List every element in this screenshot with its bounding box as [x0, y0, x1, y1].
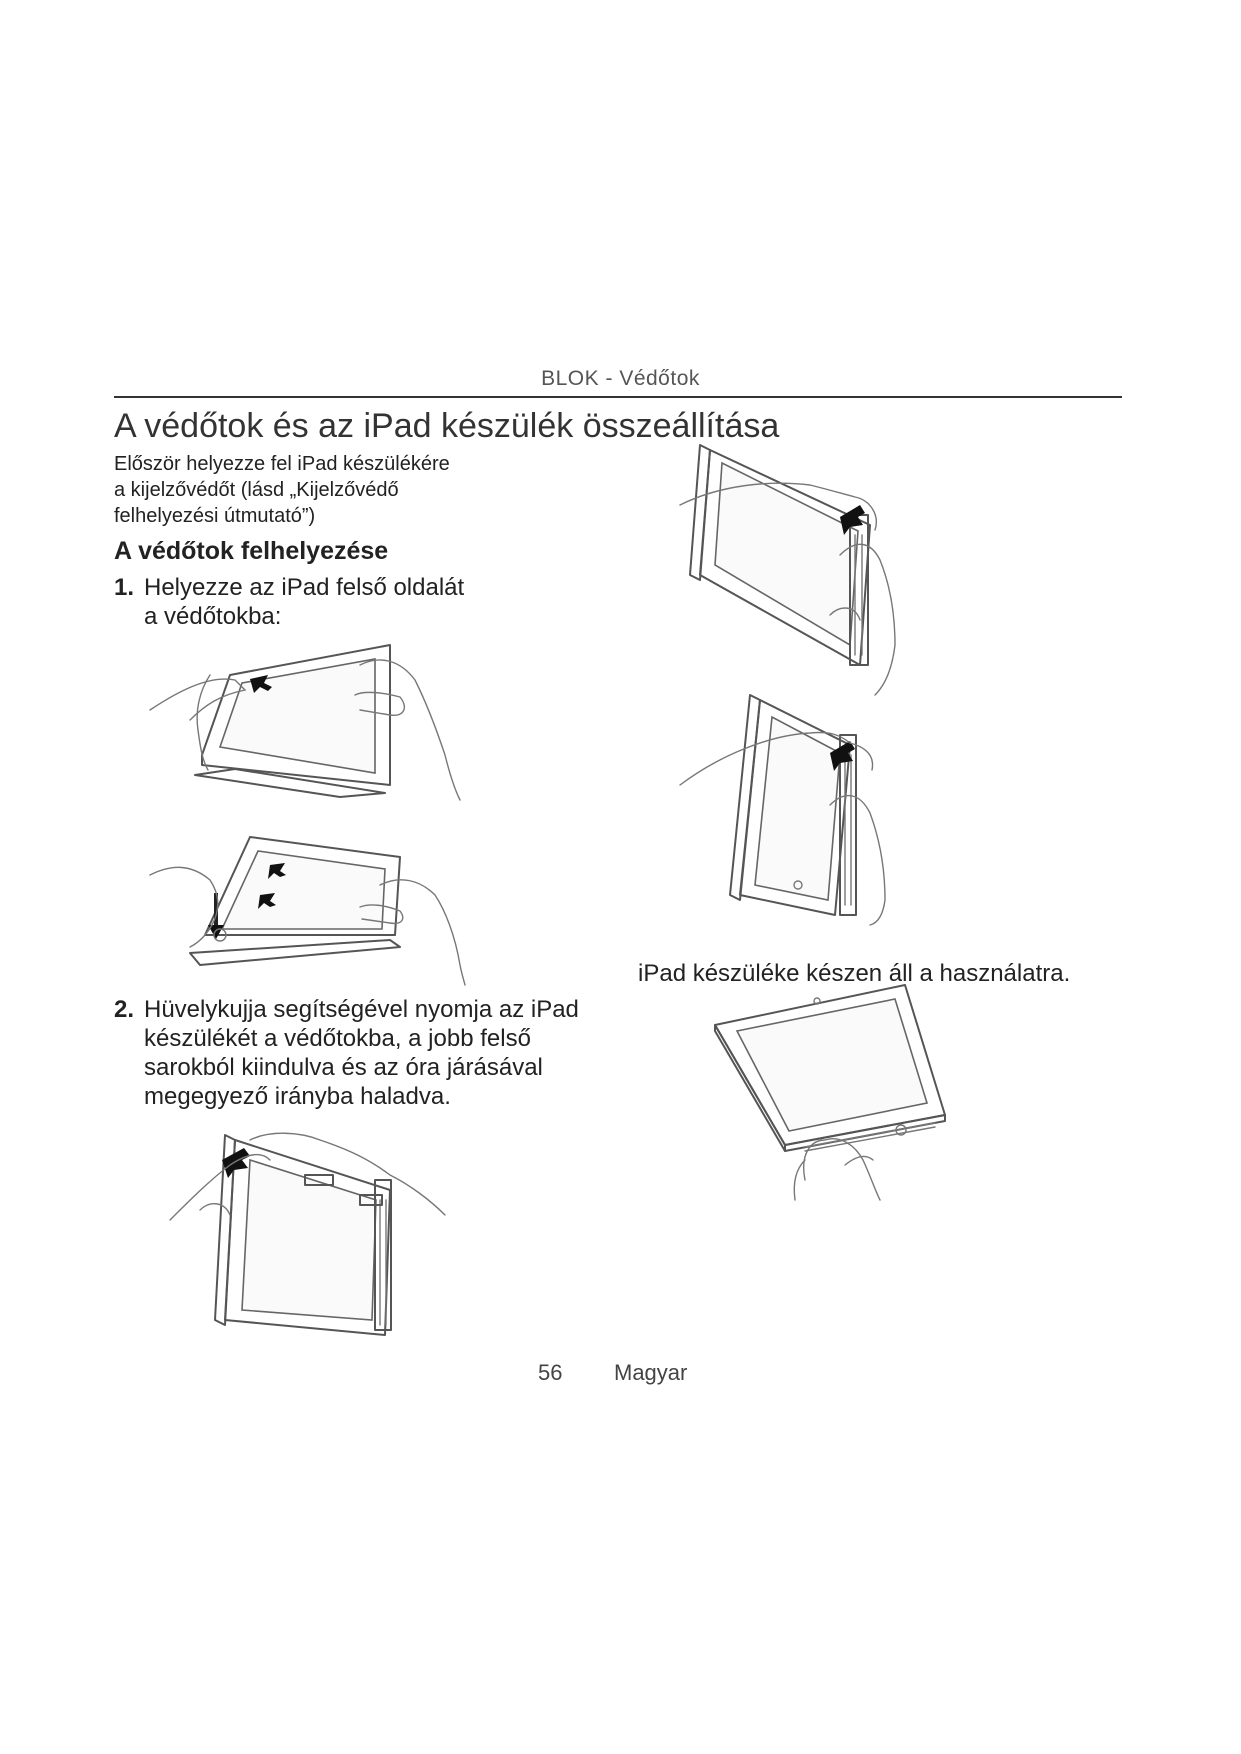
intro-text	[114, 451, 450, 529]
illustration-corner-1	[680, 445, 940, 695]
step-line: készülékét a védőtokba, a jobb felső	[144, 1025, 531, 1052]
step-number: 2.	[114, 996, 135, 1023]
step-line: megegyező irányba haladva.	[144, 1083, 451, 1110]
step-1	[114, 573, 464, 631]
intro-line: felhelyezési útmutató”)	[114, 505, 316, 527]
step-line: a védőtokba:	[144, 603, 282, 630]
step-line: Helyezze az iPad felső oldalát	[144, 574, 465, 601]
illustration-insert-top	[150, 635, 470, 805]
step-number: 1.	[114, 574, 135, 601]
illustration-corner-2	[680, 695, 940, 925]
step-line: sarokból kiindulva és az óra járásával	[144, 1054, 543, 1081]
page-title: A védőtok és az iPad készülék összeállítása	[114, 407, 780, 445]
footer-language: Magyar	[614, 1360, 688, 1385]
header-divider	[114, 396, 1122, 398]
page-number: 56	[538, 1360, 563, 1385]
page-header: BLOK - Védőtok	[541, 367, 700, 390]
illustration-press-in	[150, 825, 470, 985]
step-2	[114, 995, 579, 1111]
step-line: Hüvelykujja segítségével nyomja az iPad	[144, 996, 579, 1023]
intro-line: Először helyezze fel iPad készülékére	[114, 453, 450, 475]
illustration-clockwise	[170, 1120, 460, 1340]
ready-text: iPad készüléke készen áll a használatra.	[638, 960, 1071, 987]
section-heading: A védőtok felhelyezése	[114, 537, 389, 565]
intro-line: a kijelzővédőt (lásd „Kijelzővédő	[114, 479, 399, 501]
illustration-ready	[715, 985, 955, 1200]
